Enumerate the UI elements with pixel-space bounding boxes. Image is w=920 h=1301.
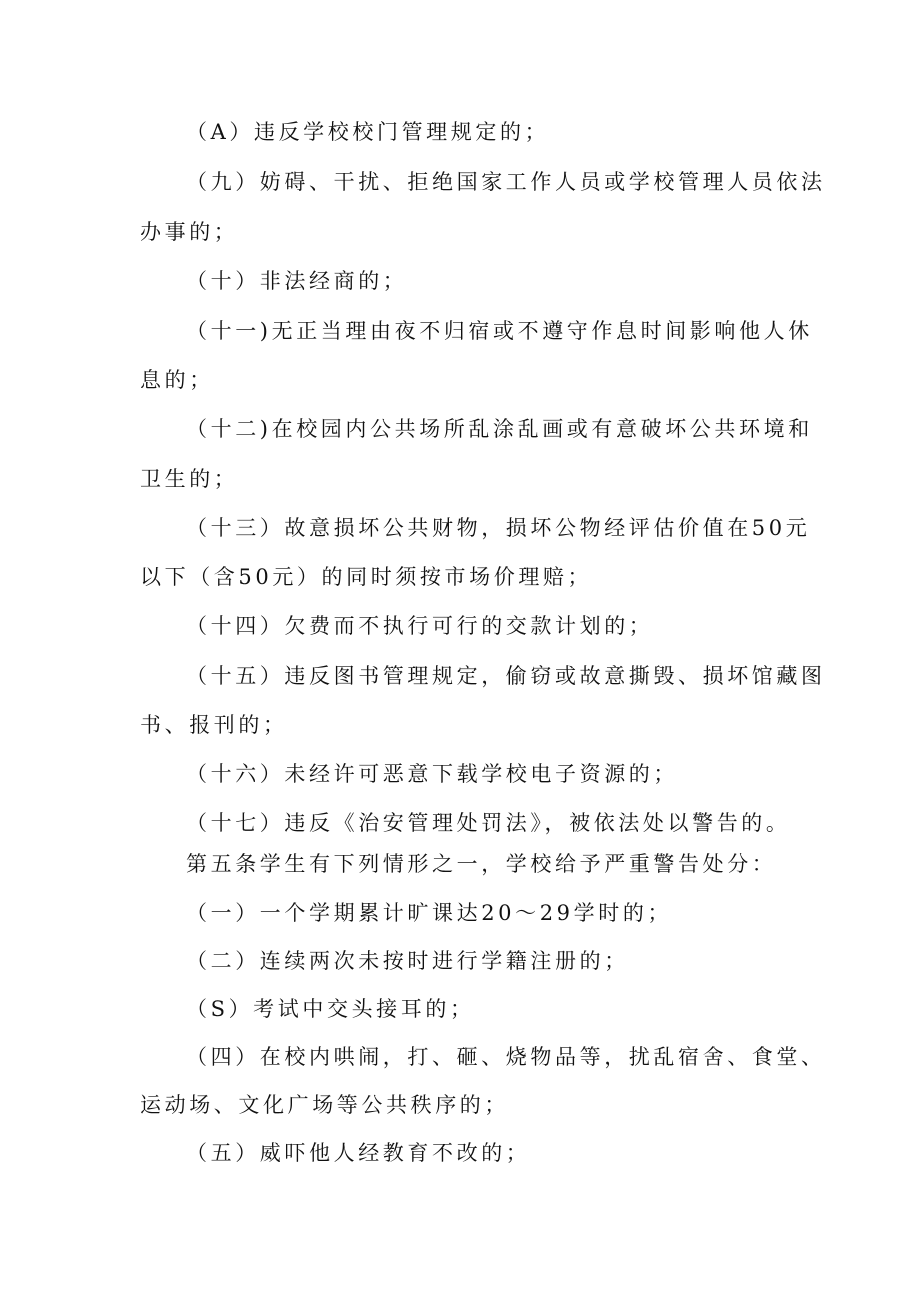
paragraph-line: （十三）故意损坏公共财物，损坏公物经评估价值在50元 bbox=[186, 516, 811, 540]
paragraph-line: （五）威吓他人经教育不改的； bbox=[186, 1141, 531, 1165]
paragraph-line: （十）非法经商的； bbox=[186, 269, 408, 293]
paragraph-line: （十二)在校园内公共场所乱涂乱画或有意破坏公共环境和 bbox=[186, 417, 813, 441]
paragraph-line: （十七）违反《治安管理处罚法》，被依法处以警告的。 bbox=[186, 811, 791, 835]
paragraph-line: （十四）欠费而不执行可行的交款计划的； bbox=[186, 614, 654, 638]
paragraph-line: （十一)无正当理由夜不归宿或不遵守作息时间影响他人休 bbox=[186, 319, 813, 343]
paragraph-line: （S）考试中交头接耳的； bbox=[186, 997, 475, 1021]
paragraph-line: 运动场、文化广场等公共秩序的； bbox=[140, 1093, 509, 1117]
paragraph-line: （十五）违反图书管理规定，偷窃或故意撕毁、损坏馆藏图 bbox=[186, 664, 826, 688]
paragraph-line: 息的； bbox=[140, 368, 214, 392]
paragraph-line: （一）一个学期累计旷课达20～29学时的； bbox=[186, 901, 673, 925]
paragraph-line: 卫生的； bbox=[140, 467, 239, 491]
paragraph-line: 办事的； bbox=[140, 220, 239, 244]
paragraph-line: （四）在校内哄闹，打、砸、烧物品等，扰乱宿舍、食堂、 bbox=[186, 1045, 826, 1069]
paragraph-line: （十六）未经许可恶意下载学校电子资源的； bbox=[186, 762, 678, 786]
article-heading-line: 第五条学生有下列情形之一，学校给予严重警告处分： bbox=[186, 852, 777, 876]
paragraph-line: （二）连续两次未按时进行学籍注册的； bbox=[186, 949, 629, 973]
paragraph-line: 以下（含50元）的同时须按市场价理赔； bbox=[140, 565, 593, 589]
paragraph-line: （九）妨碍、干扰、拒绝国家工作人员或学校管理人员依法 bbox=[186, 170, 826, 194]
paragraph-line: 书、报刊的； bbox=[140, 713, 288, 737]
paragraph-line: （A）违反学校校门管理规定的； bbox=[186, 120, 550, 144]
